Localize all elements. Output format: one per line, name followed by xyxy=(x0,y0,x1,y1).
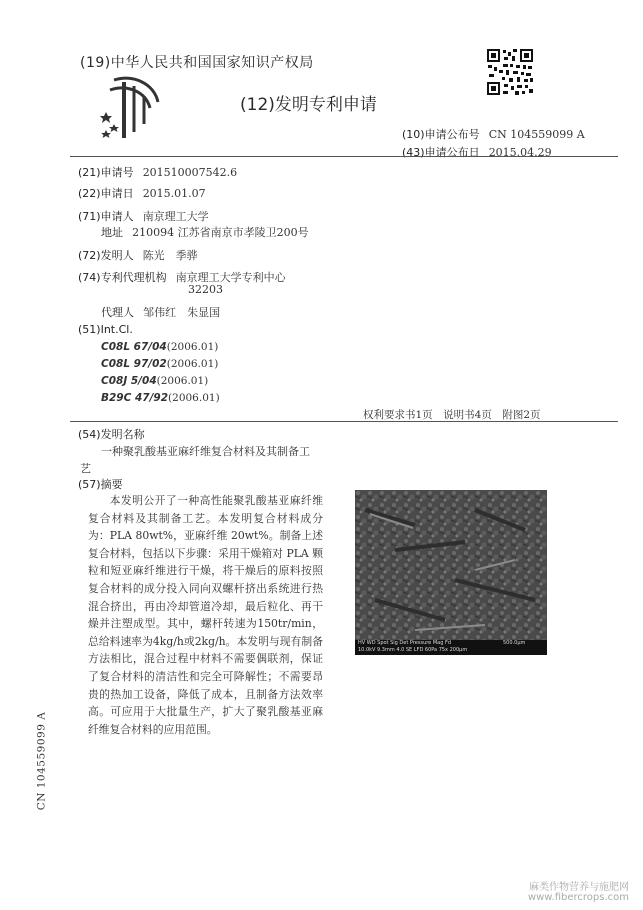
publication-date-row xyxy=(402,141,552,160)
address-row xyxy=(101,221,309,240)
application-number-row xyxy=(78,161,237,180)
invention-name-label: (54)发明名称 xyxy=(78,428,145,441)
page-counts: 权利要求书1页 说明书4页 附图2页 xyxy=(363,409,541,421)
address-label: 地址 xyxy=(101,226,123,239)
invention-name: 一种聚乳酸基亚麻纤维复合材料及其制备工 xyxy=(101,445,310,458)
publication-date: 2015.04.29 xyxy=(488,146,552,159)
watermark-site-name: 麻类作物营养与施肥网 xyxy=(529,882,629,893)
header-rule xyxy=(70,156,618,157)
abstract-paragraph: 本发明公开了一种高性能聚乳酸基亚麻纤维复合材料及其制备工艺。本发明复合材料成分为：PLA 80wt%，亚麻纤维 20wt%。制备上述复合材料，包括以下步骤：采用干燥箱对 PLA 颗粒和短亚麻纤维进行干燥，将干燥后的原料按照复合材料的成分投入同向双螺杆挤出系统进行热混合挤出，再由冷却管道冷却，最后粒化、再干燥并注塑成型。其中，螺杆转速为150tr/min，总给料速率为4kg/h或2kg/h。本发明与现有制备方法相比，混合过程中材料不需要偶联剂，保证了复合材料的清洁性和完全可降解性；不需要昂贵的热加工设备，降低了成本，且制备方法效率高。可应用于大批量生产，扩大了聚乳酸基亚麻纤维复合材料的应用范围。 xyxy=(88,494,323,736)
ipc-code: C08L 97/02 xyxy=(101,358,167,370)
agency-label: (74)专利代理机构 xyxy=(78,271,167,284)
watermark-url: www.fibercrops.com xyxy=(527,892,629,903)
office-name: (19)中华人民共和国国家知识产权局 xyxy=(80,55,314,71)
application-date-label: (22)申请日 xyxy=(78,187,134,200)
ipc-date: (2006.01) xyxy=(166,341,219,353)
applicant: 南京理工大学 xyxy=(142,210,209,223)
sem-info-values: 10.0kV 9.3mm 4.0 SE LFD 60Pa 75x 200μm xyxy=(358,647,468,653)
applicant-label: (71)申请人 xyxy=(78,210,134,223)
ipc-item xyxy=(101,358,218,370)
cnipa-logo xyxy=(100,72,162,142)
inventors: 陈光 季骅 xyxy=(142,249,198,262)
agency-row xyxy=(78,266,286,285)
document-type: (12)发明专利申请 xyxy=(240,95,377,115)
abstract-label: (57)摘要 xyxy=(78,478,123,491)
ipc-code: B29C 47/92 xyxy=(101,392,169,404)
side-publication-number: CN 104559099 A xyxy=(35,711,48,811)
invention-name-wrap: 艺 xyxy=(80,462,91,475)
ipc-date: (2006.01) xyxy=(156,375,209,387)
application-number: 201510007542.6 xyxy=(142,166,238,179)
ipc-item xyxy=(101,341,218,353)
int-cl-label: (51)Int.Cl. xyxy=(78,323,133,336)
ipc-date: (2006.01) xyxy=(166,358,219,370)
publication-date-label: (43)申请公布日 xyxy=(402,146,480,159)
abstract-text xyxy=(88,492,323,738)
sem-info-labels: HV WD Spot Sig Det Pressure Mag Fd xyxy=(358,640,452,646)
publication-number-row xyxy=(402,123,585,142)
ipc-code: C08J 5/04 xyxy=(101,375,157,387)
sem-scale-label: 500.0μm xyxy=(503,640,526,646)
publication-number: CN 104559099 A xyxy=(488,128,585,141)
inventor-label: (72)发明人 xyxy=(78,249,134,262)
ipc-date: (2006.01) xyxy=(168,392,220,404)
ipc-item xyxy=(101,392,220,404)
agent-label: 代理人 xyxy=(101,306,134,319)
agency: 南京理工大学专利中心 xyxy=(175,271,286,284)
agency-code: 32203 xyxy=(188,283,223,296)
ipc-item xyxy=(101,375,208,387)
address: 210094 江苏省南京市孝陵卫200号 xyxy=(132,226,309,239)
agent-row xyxy=(101,301,220,320)
agents: 邹伟红 朱显国 xyxy=(143,306,221,319)
application-date-row xyxy=(78,182,206,201)
application-date: 2015.01.07 xyxy=(142,187,206,200)
ipc-code: C08L 67/04 xyxy=(101,341,167,353)
qr-code xyxy=(486,48,534,96)
application-number-label: (21)申请号 xyxy=(78,166,134,179)
inventor-row xyxy=(78,244,198,263)
sem-micrograph xyxy=(355,490,547,655)
biblio-rule xyxy=(70,421,618,422)
publication-number-label: (10)申请公布号 xyxy=(402,128,480,141)
